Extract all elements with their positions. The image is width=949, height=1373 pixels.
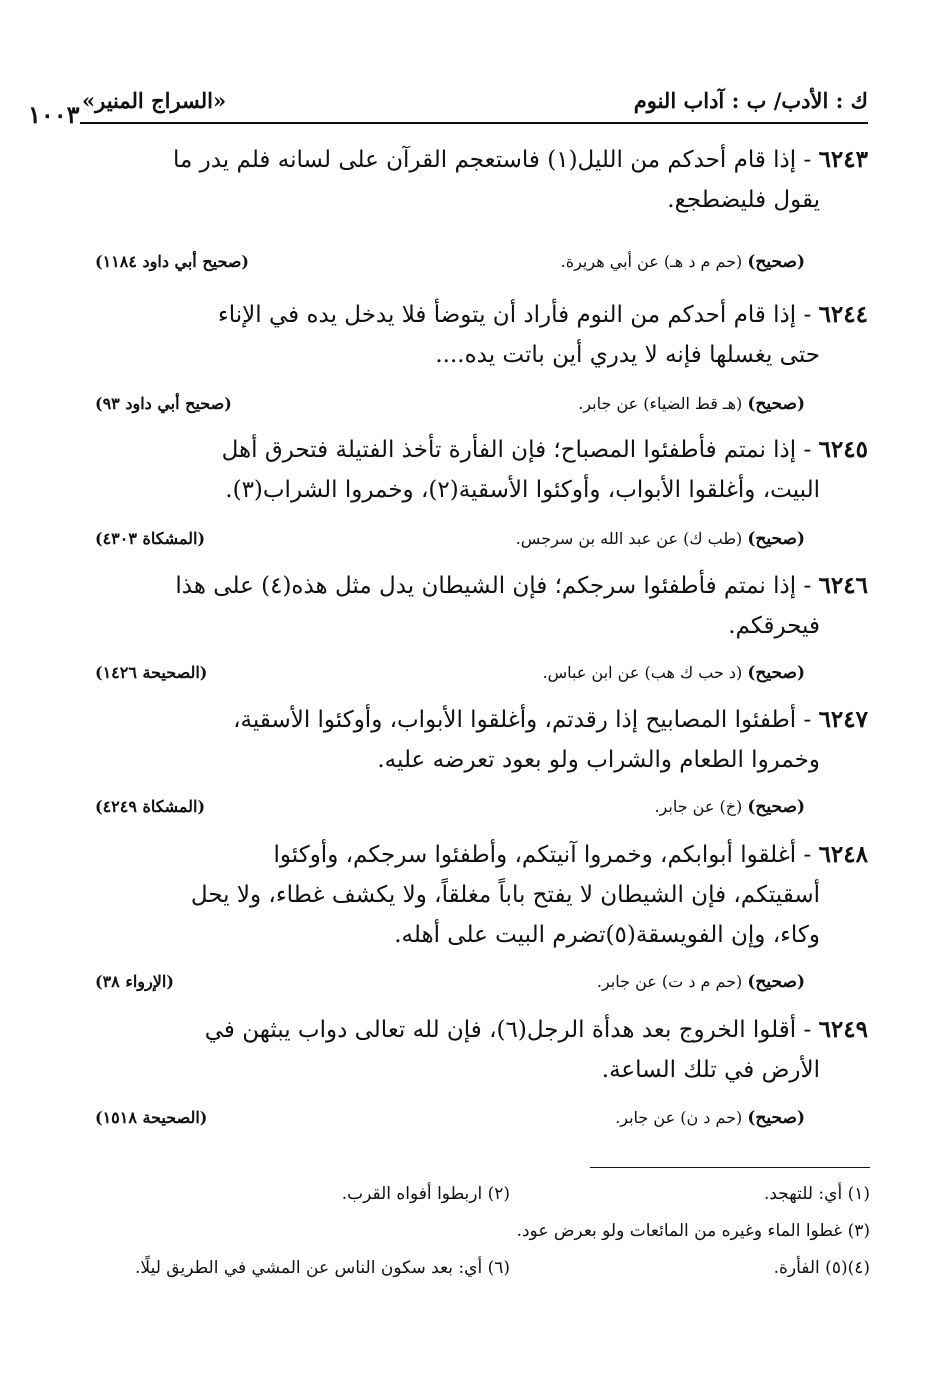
- hadith-citation: (الإرواء ٣٨): [95, 972, 174, 991]
- hadith-line: يقول فليضطجع.: [667, 187, 820, 213]
- hadith-line: حتى يغسلها فإنه لا يدري أين باتت يده....: [435, 342, 820, 368]
- hadith-grade: (صحيح) (طب ك) عن عبد الله بن سرجس.: [515, 529, 805, 549]
- hadith-line: - أغلقوا أبوابكم، وخمروا آنيتكم، وأطفئوا سرجكم، وأوكئوا: [273, 842, 812, 868]
- footnote-row: [95, 1252, 870, 1289]
- hadith-text: [90, 835, 868, 875]
- hadith-citation: (المشكاة ٤٢٤٩): [95, 797, 206, 816]
- hadith-citation: (الصحيحة ١٤٢٦): [95, 663, 208, 682]
- hadith-line: - إذا نمتم فأطفئوا المصباح؛ فإن الفأرة تأخذ الفتيلة فتحرق أهل: [221, 437, 812, 463]
- hadith-reference: [95, 250, 805, 280]
- hadith-entry: [90, 430, 868, 510]
- hadith-text: [90, 295, 868, 335]
- hadith-grade: (صحيح) (حم د ن) عن جابر.: [615, 1108, 805, 1128]
- hadith-line: - إذا قام أحدكم من الليل(١) فاستعجم القرآن على لسانه فلم يدر ما: [172, 147, 812, 173]
- hadith-grade: (صحيح) (خ) عن جابر.: [654, 797, 805, 817]
- hadith-entry: [90, 140, 868, 220]
- page-number: ١٠٠٣: [28, 100, 80, 129]
- hadith-reference: [95, 795, 805, 825]
- hadith-line: الأرض في تلك الساعة.: [601, 1057, 820, 1083]
- hadith-entry: [90, 295, 868, 375]
- hadith-grade: (صحيح) (هـ قط الضياء) عن جابر.: [578, 394, 805, 414]
- hadith-number: ٦٢٤٤: [818, 301, 868, 328]
- hadith-line: وكاء، وإن الفويسقة(٥)تضرم البيت على أهله.: [394, 922, 820, 948]
- hadith-number: ٦٢٤٥: [818, 436, 868, 463]
- hadith-line: - أطفئوا المصابيح إذا رقدتم، وأغلقوا الأبواب، وأوكئوا الأسقية،: [233, 707, 812, 733]
- hadith-entry: [90, 566, 868, 646]
- hadith-number: ٦٢٤٦: [818, 572, 868, 599]
- hadith-grade: (صحيح) (حم م د هـ) عن أبي هريرة.: [560, 252, 805, 272]
- footnote-6: (٦) أي: بعد سكون الناس عن المشي في الطريق ليلًا.: [135, 1258, 510, 1278]
- hadith-line: البيت، وأغلقوا الأبواب، وأوكئوا الأسقية(٢)، وخمروا الشراب(٣).: [225, 477, 820, 503]
- hadith-line: أسقيتكم، فإن الشيطان لا يفتح باباً مغلقاً، ولا يكشف غطاء، ولا يحل: [190, 882, 820, 908]
- hadith-entry: [90, 1010, 868, 1090]
- hadith-citation: (صحيح أبي داود ٩٣): [95, 394, 232, 413]
- hadith-text: [90, 140, 868, 180]
- footnote-row: [95, 1178, 870, 1215]
- hadith-text: [90, 700, 868, 740]
- hadith-line: - أقلوا الخروج بعد هدأة الرجل(٦)، فإن لله تعالى دواب يبثهن في: [204, 1017, 812, 1043]
- book-title: «السراج المنير»: [82, 88, 227, 113]
- footnote-2: (٢) اربطوا أفواه القرب.: [341, 1184, 510, 1204]
- hadith-citation: (الصحيحة ١٥١٨): [95, 1108, 208, 1127]
- hadith-number: ٦٢٤٧: [818, 706, 868, 733]
- header-rule: [80, 122, 868, 124]
- hadith-reference: [95, 527, 805, 557]
- hadith-reference: [95, 392, 805, 422]
- hadith-entry: [90, 835, 868, 955]
- running-header: [28, 84, 868, 129]
- hadith-text: [90, 430, 868, 470]
- chapter-title: ك : الأدب/ ب : آداب النوم: [633, 88, 868, 113]
- hadith-text: [90, 566, 868, 606]
- hadith-grade: (صحيح) (حم م د ت) عن جابر.: [596, 972, 805, 992]
- hadith-number: ٦٢٤٩: [818, 1016, 868, 1043]
- hadith-entry: [90, 700, 868, 780]
- hadith-text: [90, 1010, 868, 1050]
- footnote-3: (٣) غطوا الماء وغيره من المائعات ولو بعرض عود.: [516, 1221, 870, 1241]
- hadith-number: ٦٢٤٣: [818, 146, 868, 173]
- hadith-grade: (صحيح) (د حب ك هب) عن ابن عباس.: [542, 663, 805, 683]
- hadith-reference: [95, 661, 805, 691]
- hadith-reference: [95, 970, 805, 1000]
- hadith-line: - إذا قام أحدكم من النوم فأراد أن يتوضأ فلا يدخل يده في الإناء: [217, 302, 812, 328]
- hadith-reference: [95, 1106, 805, 1136]
- footnotes: [95, 1178, 870, 1289]
- footnote-row: [95, 1215, 870, 1252]
- hadith-number: ٦٢٤٨: [818, 841, 868, 868]
- footnote-1: (١) أي: للتهجد.: [763, 1184, 870, 1204]
- hadith-citation: (صحيح أبي داود ١١٨٤): [95, 252, 249, 271]
- footnote-separator: [590, 1167, 870, 1168]
- hadith-line: وخمروا الطعام والشراب ولو بعود تعرضه عليه.: [377, 747, 820, 773]
- hadith-line: فيحرقكم.: [728, 613, 820, 639]
- footnote-4-5: (٤)(٥) الفأرة.: [773, 1258, 870, 1278]
- hadith-line: - إذا نمتم فأطفئوا سرجكم؛ فإن الشيطان يدل مثل هذه(٤) على هذا: [175, 573, 812, 599]
- hadith-citation: (المشكاة ٤٣٠٣): [95, 529, 206, 548]
